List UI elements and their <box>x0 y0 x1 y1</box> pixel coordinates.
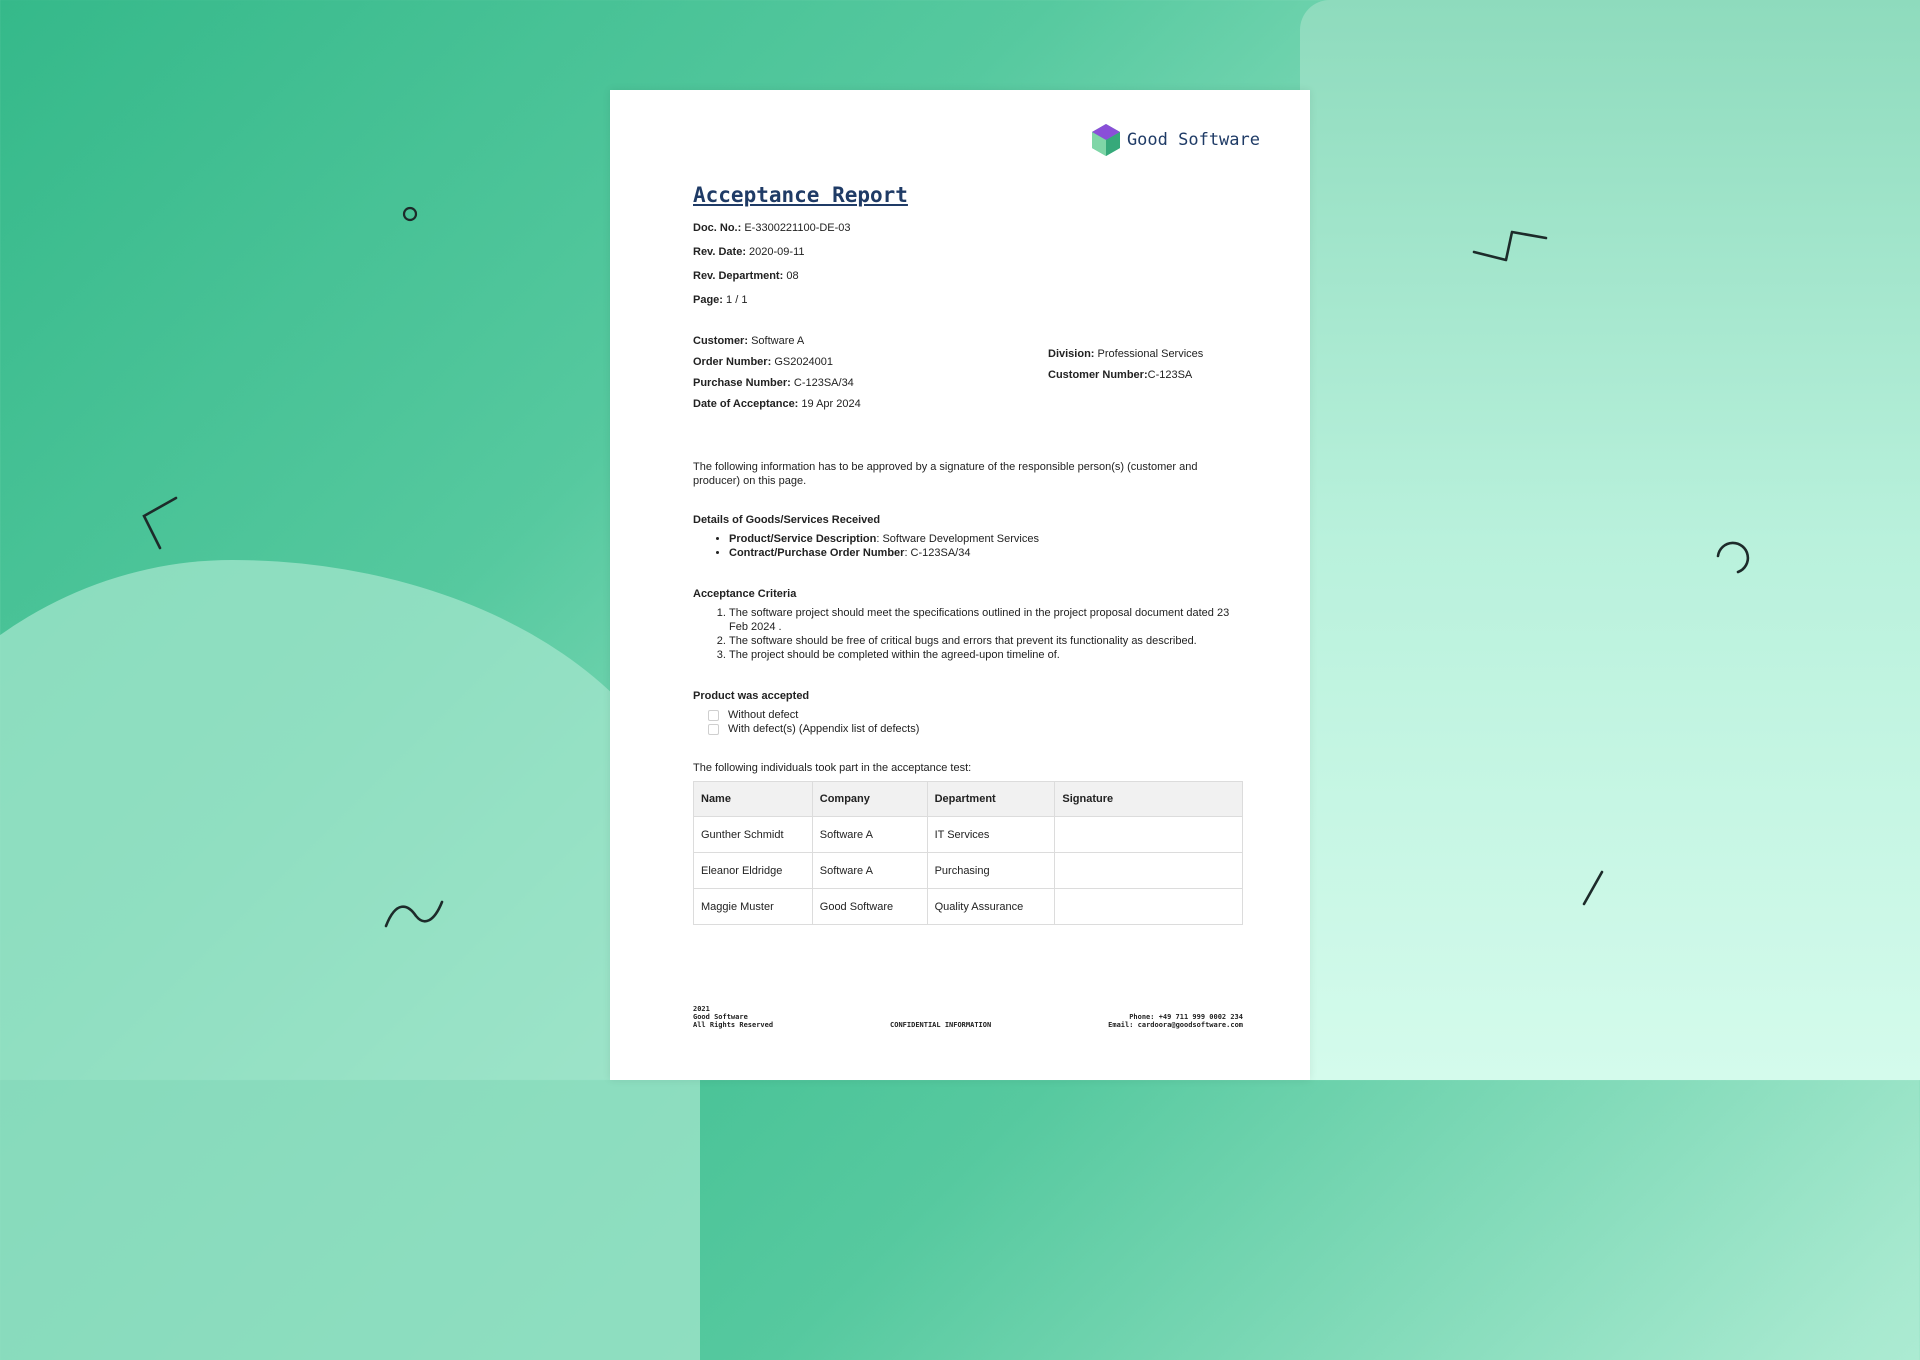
footer-confidential: CONFIDENTIAL INFORMATION <box>890 1021 992 1029</box>
footer-email: Email: cardoora@goodsoftware.com <box>1108 1021 1243 1029</box>
document-content <box>693 183 1243 925</box>
cell-signature <box>1055 853 1243 889</box>
cell-company: Software A <box>812 853 927 889</box>
meta-doc-number: Doc. No.: E-3300221100-DE-03 <box>693 222 851 234</box>
customer-details <box>693 334 1243 418</box>
footer-phone: Phone: +49 711 999 0002 234 <box>1129 1013 1243 1021</box>
footer-year: 2021 <box>693 1005 710 1013</box>
meta-rev-department: Rev. Department: 08 <box>693 270 799 282</box>
footer-left <box>693 1005 773 1029</box>
angle-bracket-decoration-icon <box>138 494 184 554</box>
field-date-of-acceptance: Date of Acceptance: 19 Apr 2024 <box>693 398 861 410</box>
participants-note: The following individuals took part in the acceptance test: <box>693 762 972 774</box>
cell-name: Maggie Muster <box>694 889 813 925</box>
background-blob <box>0 560 700 1360</box>
option-without-defect <box>708 708 1243 722</box>
field-purchase-number: Purchase Number: C-123SA/34 <box>693 377 854 389</box>
cell-signature <box>1055 889 1243 925</box>
acceptance-options <box>693 690 1243 736</box>
customer-details-left <box>693 334 861 418</box>
accepted-heading: Product was accepted <box>693 690 810 702</box>
document-footer <box>693 1005 1243 1029</box>
table-row <box>694 817 1243 853</box>
arc-decoration-icon <box>1712 536 1756 580</box>
intro-paragraph: The following information has to be approved by a signature of the responsible person(s) (customer and producer) on this page. <box>693 461 1198 487</box>
document-meta <box>693 221 1243 308</box>
criteria-heading: Acceptance Criteria <box>693 588 797 600</box>
company-name: Good Software <box>1126 130 1260 150</box>
participants-table <box>693 781 1243 925</box>
slash-decoration-icon <box>1578 868 1608 908</box>
document-page <box>610 90 1310 1080</box>
table-row <box>694 889 1243 925</box>
cell-name: Gunther Schmidt <box>694 817 813 853</box>
field-customer: Customer: Software A <box>693 335 805 347</box>
cell-signature <box>1055 817 1243 853</box>
footer-contact <box>1108 1013 1243 1029</box>
cell-department: Purchasing <box>927 853 1055 889</box>
list-item: 1. The software project should meet the specifications outlined in the project proposal document dated 23 Feb 2024 . <box>729 606 1243 634</box>
table-row <box>694 853 1243 889</box>
circle-decoration-icon <box>400 204 420 224</box>
with-defects-checkbox[interactable] <box>708 724 719 735</box>
option-with-defects <box>708 722 1243 736</box>
goods-list <box>693 532 1243 560</box>
cell-company: Software A <box>812 817 927 853</box>
list-item: 2. The software should be free of critical bugs and errors that prevent its functionality as described. <box>729 634 1243 648</box>
header-company: Company <box>812 782 927 817</box>
cell-company: Good Software <box>812 889 927 925</box>
with-defects-label: With defect(s) (Appendix list of defects) <box>728 723 920 735</box>
field-division: Division: Professional Services <box>1048 348 1204 360</box>
list-item: • Product/Service Description: Software Development Services <box>729 532 1243 546</box>
header-department: Department <box>927 782 1055 817</box>
hexagon-logo-icon <box>1091 123 1121 157</box>
list-item: • Contract/Purchase Order Number: C-123SA/34 <box>729 546 1243 560</box>
criteria-list <box>693 606 1243 662</box>
field-order-number: Order Number: GS2024001 <box>693 356 834 368</box>
without-defect-checkbox[interactable] <box>708 710 719 721</box>
goods-heading: Details of Goods/Services Received <box>693 514 881 526</box>
header-name: Name <box>694 782 813 817</box>
document-title: Acceptance Report <box>693 183 908 207</box>
footer-company: Good Software <box>693 1013 748 1021</box>
footer-rights: All Rights Reserved <box>693 1021 774 1029</box>
company-logo <box>1091 123 1260 157</box>
header-signature: Signature <box>1055 782 1243 817</box>
cell-name: Eleanor Eldridge <box>694 853 813 889</box>
list-item: 3. The project should be completed within the agreed-upon timeline of. <box>729 648 1243 662</box>
tilde-decoration-icon <box>382 894 448 930</box>
zigzag-decoration-icon <box>1470 222 1550 266</box>
customer-details-right <box>1048 334 1243 418</box>
without-defect-label: Without defect <box>728 709 799 721</box>
cell-department: IT Services <box>927 817 1055 853</box>
cell-department: Quality Assurance <box>927 889 1055 925</box>
field-customer-number: Customer Number:C-123SA <box>1048 369 1193 381</box>
meta-rev-date: Rev. Date: 2020-09-11 <box>693 246 805 258</box>
table-header-row <box>694 782 1243 817</box>
background-panel-right <box>1300 0 1920 1080</box>
meta-page: Page: 1 / 1 <box>693 294 748 306</box>
